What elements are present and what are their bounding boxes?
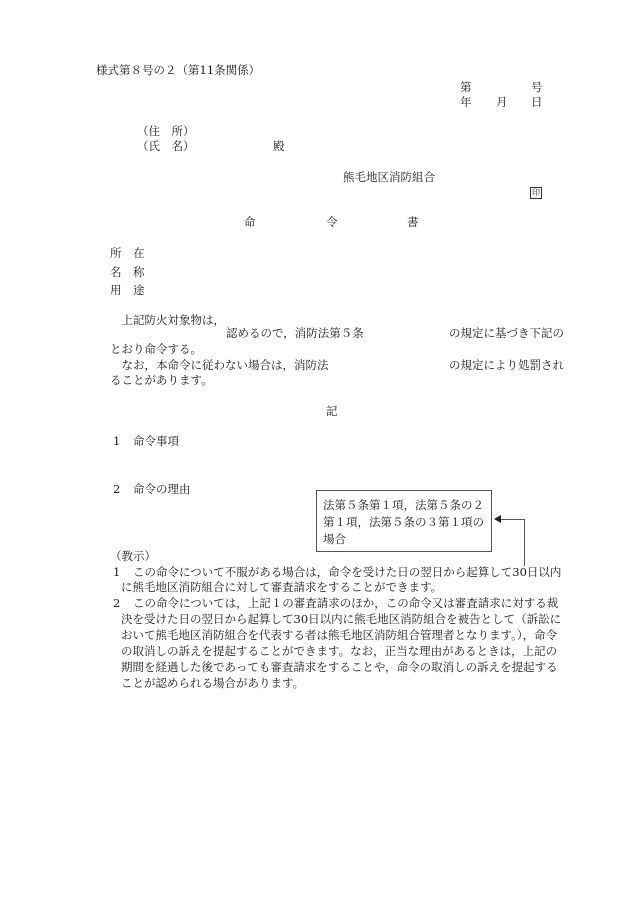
item-2-label: 命令の理由 (133, 482, 191, 496)
body-line-4b: の規定により処罰され (449, 358, 564, 372)
notice-2-line-3: おいて熊毛地区消防組合を代表する者は熊毛地区消防組合管理者となります。），命令 (121, 628, 558, 642)
notice-heading: （教示） (110, 549, 156, 563)
title-char-3: 書 (407, 215, 419, 229)
notice-2-line-2: 決を受けた日の翌日から起算して30日以内に熊毛地区消防組合を被告として（訴訟に (121, 612, 562, 626)
notice-1-number: 1 (113, 565, 121, 579)
notice-2-number: 2 (113, 596, 121, 610)
body-line-4a: なお，本命令に従わない場合は，消防法 (110, 358, 329, 372)
body-line-3: とおり命令する。 (110, 342, 202, 356)
notice-1-line-1: この命令について不服がある場合は，命令を受けた日の翌日から起算して30日以内 (133, 565, 562, 579)
body-line-1: 上記防火対象物は， (110, 313, 225, 327)
body-line-5: ることがあります。 (110, 373, 213, 387)
item-1-label: 命令事項 (133, 434, 179, 448)
body-line-2a: 認めるので，消防法第５条 (226, 326, 364, 340)
number-suffix: 号 (531, 80, 543, 94)
callout-line-3: 場合 (323, 532, 346, 546)
issuer-organization: 熊毛地区消防組合 (343, 170, 435, 184)
number-prefix: 第 (460, 80, 472, 94)
callout-line-2: 第１項，法第５条の３第１項の (323, 515, 484, 529)
callout-arrow-icon (494, 515, 501, 523)
name-label: （氏 名） (137, 139, 195, 153)
item-1-number: 1 (113, 434, 121, 448)
item-2-number: 2 (113, 482, 121, 496)
use-label: 用 途 (110, 283, 145, 297)
notice-2-line-1: この命令については，上記１の審査請求のほか，この命令又は審査請求に対する裁 (133, 596, 559, 610)
callout-line-1: 法第５条第１項，法第５条の２ (323, 498, 484, 512)
title-char-1: 命 (244, 215, 256, 229)
notice-2-line-4: の取消しの訴えを提起することができます。なお，正当な理由があるときは，上記の (121, 644, 558, 658)
honorific: 殿 (273, 139, 285, 153)
callout-connector-horizontal (500, 519, 525, 520)
body-line-2b: の規定に基づき下記の (449, 326, 564, 340)
facility-name-label: 名 称 (110, 265, 145, 279)
callout-box (316, 490, 492, 552)
callout-connector-vertical (524, 519, 525, 566)
title-char-2: 令 (326, 215, 338, 229)
seal-icon: 印 (532, 188, 540, 197)
notice-1-line-2: に熊毛地区消防組合に対して審査請求をすることができます。 (121, 580, 443, 594)
location-label: 所 在 (110, 246, 145, 260)
form-number: 様式第８号の２（第11条関係） (96, 63, 261, 77)
notice-2-line-5: 期間を経過した後であっても審査請求をすることや，命令の取消しの訴えを提起する (121, 660, 558, 674)
notice-2-line-6: ことが認められる場合があります。 (121, 676, 305, 690)
date-year-label: 年 (460, 95, 472, 109)
date-month-label: 月 (496, 95, 508, 109)
date-day-label: 日 (531, 95, 543, 109)
ki-heading: 記 (326, 404, 338, 418)
address-label: （住 所） (137, 124, 195, 138)
